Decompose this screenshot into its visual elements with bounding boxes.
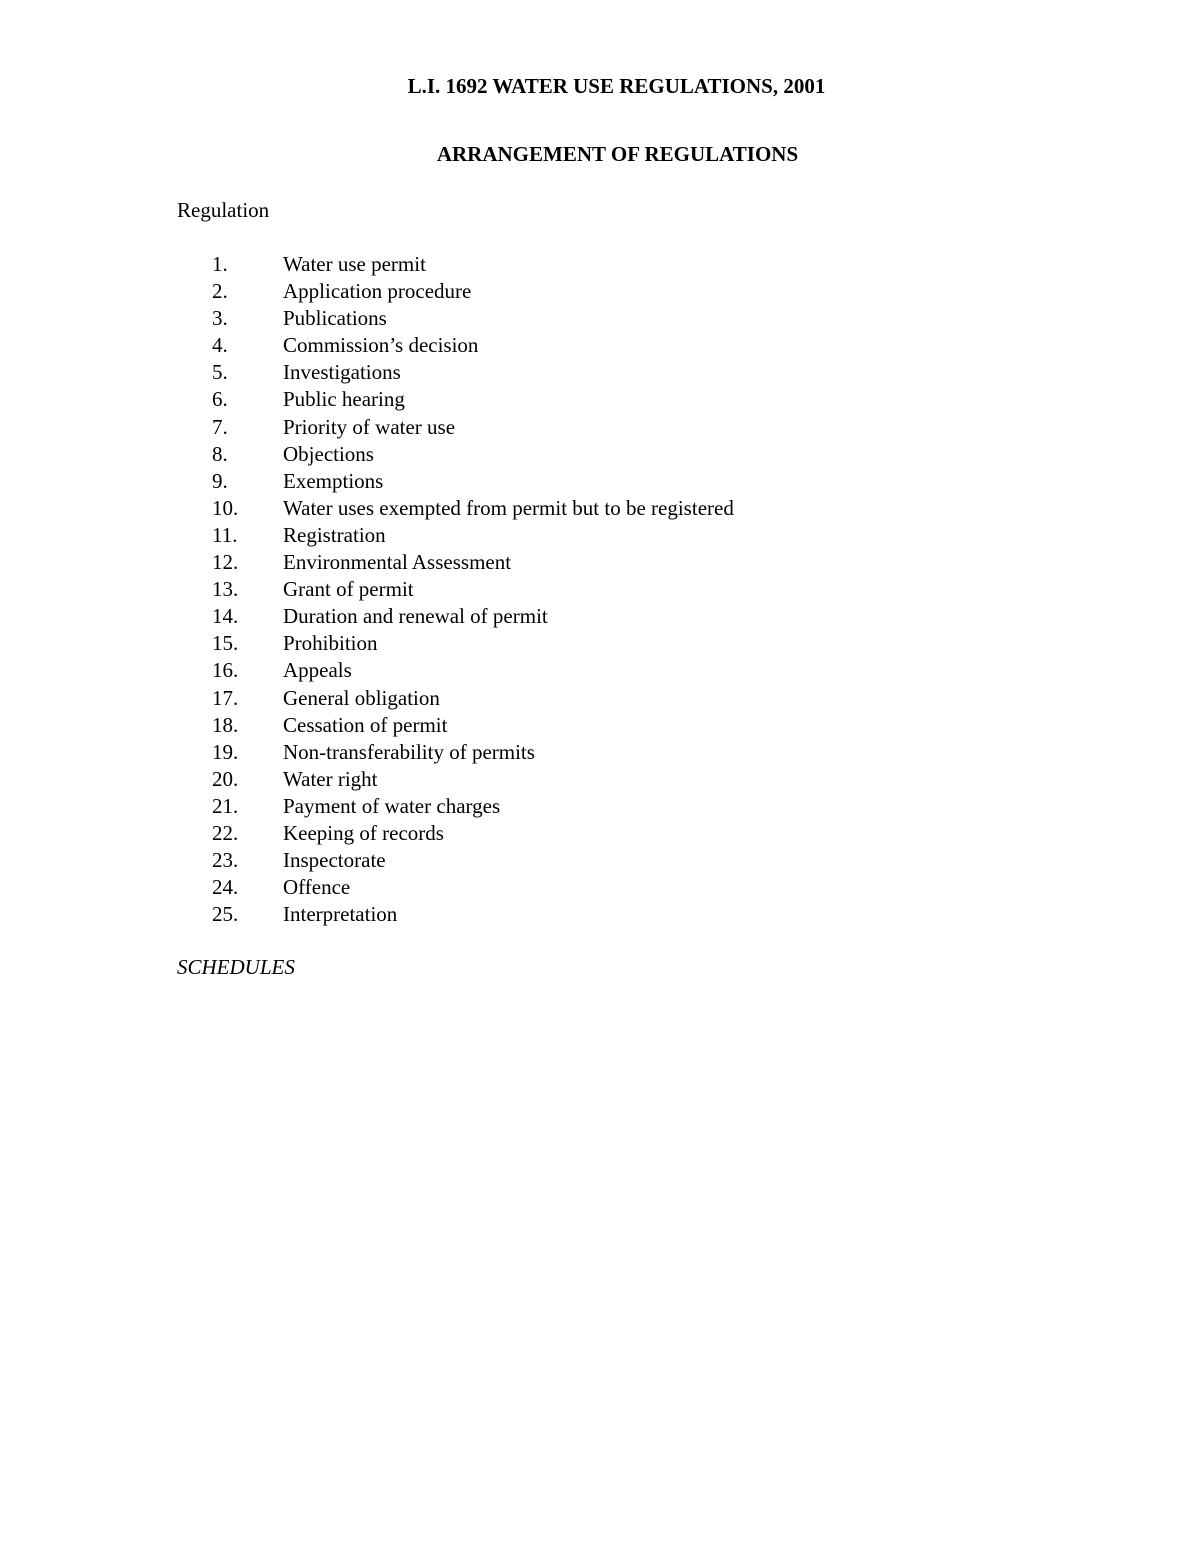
- item-title: Payment of water charges: [283, 793, 501, 818]
- item-number: 1.: [212, 252, 228, 276]
- list-item: [0, 549, 1200, 576]
- item-number: 24.: [212, 875, 239, 900]
- list-item: [0, 251, 1200, 278]
- item-title: Environmental Assessment: [283, 550, 512, 575]
- item-number: 19.: [212, 739, 239, 764]
- item-number: 5.: [212, 360, 228, 385]
- item-title: Water uses exempted from permit but to be registered: [283, 495, 734, 520]
- item-title: Water use permit: [283, 252, 426, 276]
- list-item: [0, 359, 1200, 386]
- item-number: 18.: [212, 712, 239, 737]
- item-number: 14.: [212, 604, 239, 629]
- item-number: 11.: [212, 522, 238, 547]
- item-number: 12.: [212, 550, 239, 575]
- item-title: Appeals: [283, 658, 352, 683]
- list-item: [0, 874, 1200, 901]
- item-number: 6.: [212, 387, 228, 412]
- item-number: 17.: [212, 685, 239, 710]
- item-number: 8.: [212, 441, 228, 466]
- list-item: [0, 522, 1200, 549]
- list-item: [0, 712, 1200, 739]
- list-item: [0, 685, 1200, 712]
- list-item: [0, 576, 1200, 603]
- list-item: [0, 901, 1200, 928]
- item-title: Application procedure: [283, 279, 472, 304]
- list-item: [0, 278, 1200, 305]
- item-number: 16.: [212, 658, 239, 683]
- item-title: Investigations: [283, 360, 401, 385]
- list-item: [0, 630, 1200, 657]
- item-number: 15.: [212, 631, 239, 656]
- list-item: [0, 332, 1200, 359]
- item-number: 7.: [212, 414, 228, 439]
- item-number: 25.: [212, 902, 239, 927]
- item-title: Publications: [283, 306, 387, 331]
- regulation-column-heading: Regulation: [177, 198, 270, 222]
- document-title: L.I. 1692 WATER USE REGULATIONS, 2001: [407, 74, 826, 98]
- list-item: [0, 441, 1200, 468]
- item-number: 21.: [212, 793, 239, 818]
- list-item: [0, 739, 1200, 766]
- document-subtitle: ARRANGEMENT OF REGULATIONS: [436, 142, 799, 166]
- list-item: [0, 305, 1200, 332]
- item-number: 13.: [212, 577, 239, 602]
- item-title: Inspectorate: [283, 848, 386, 873]
- list-item: [0, 793, 1200, 820]
- item-number: 23.: [212, 848, 239, 873]
- schedules-heading: SCHEDULES: [177, 955, 295, 979]
- list-item: [0, 468, 1200, 495]
- item-number: 20.: [212, 766, 239, 791]
- item-number: 10.: [212, 495, 239, 520]
- item-title: Non-transferability of permits: [283, 739, 535, 764]
- item-title: General obligation: [283, 685, 440, 710]
- list-item: [0, 847, 1200, 874]
- item-number: 2.: [212, 279, 228, 304]
- item-title: Water right: [283, 766, 378, 791]
- item-title: Duration and renewal of permit: [283, 604, 548, 629]
- regulations-list: [0, 251, 1200, 928]
- item-title: Registration: [283, 522, 386, 547]
- item-title: Keeping of records: [283, 820, 444, 845]
- list-item: [0, 603, 1200, 630]
- item-number: 3.: [212, 306, 228, 331]
- item-title: Objections: [283, 441, 374, 466]
- item-title: Public hearing: [283, 387, 405, 412]
- list-item: [0, 495, 1200, 522]
- list-item: [0, 414, 1200, 441]
- item-title: Grant of permit: [283, 577, 414, 602]
- item-title: Interpretation: [283, 902, 398, 927]
- list-item: [0, 820, 1200, 847]
- item-title: Offence: [283, 875, 351, 900]
- list-item: [0, 657, 1200, 684]
- item-title: Exemptions: [283, 468, 384, 493]
- item-title: Commission’s decision: [283, 333, 479, 358]
- item-title: Prohibition: [283, 631, 378, 656]
- item-title: Cessation of permit: [283, 712, 448, 737]
- item-number: 22.: [212, 820, 239, 845]
- item-number: 4.: [212, 333, 228, 358]
- list-item: [0, 766, 1200, 793]
- item-title: Priority of water use: [283, 414, 456, 439]
- item-number: 9.: [212, 468, 228, 493]
- list-item: [0, 386, 1200, 413]
